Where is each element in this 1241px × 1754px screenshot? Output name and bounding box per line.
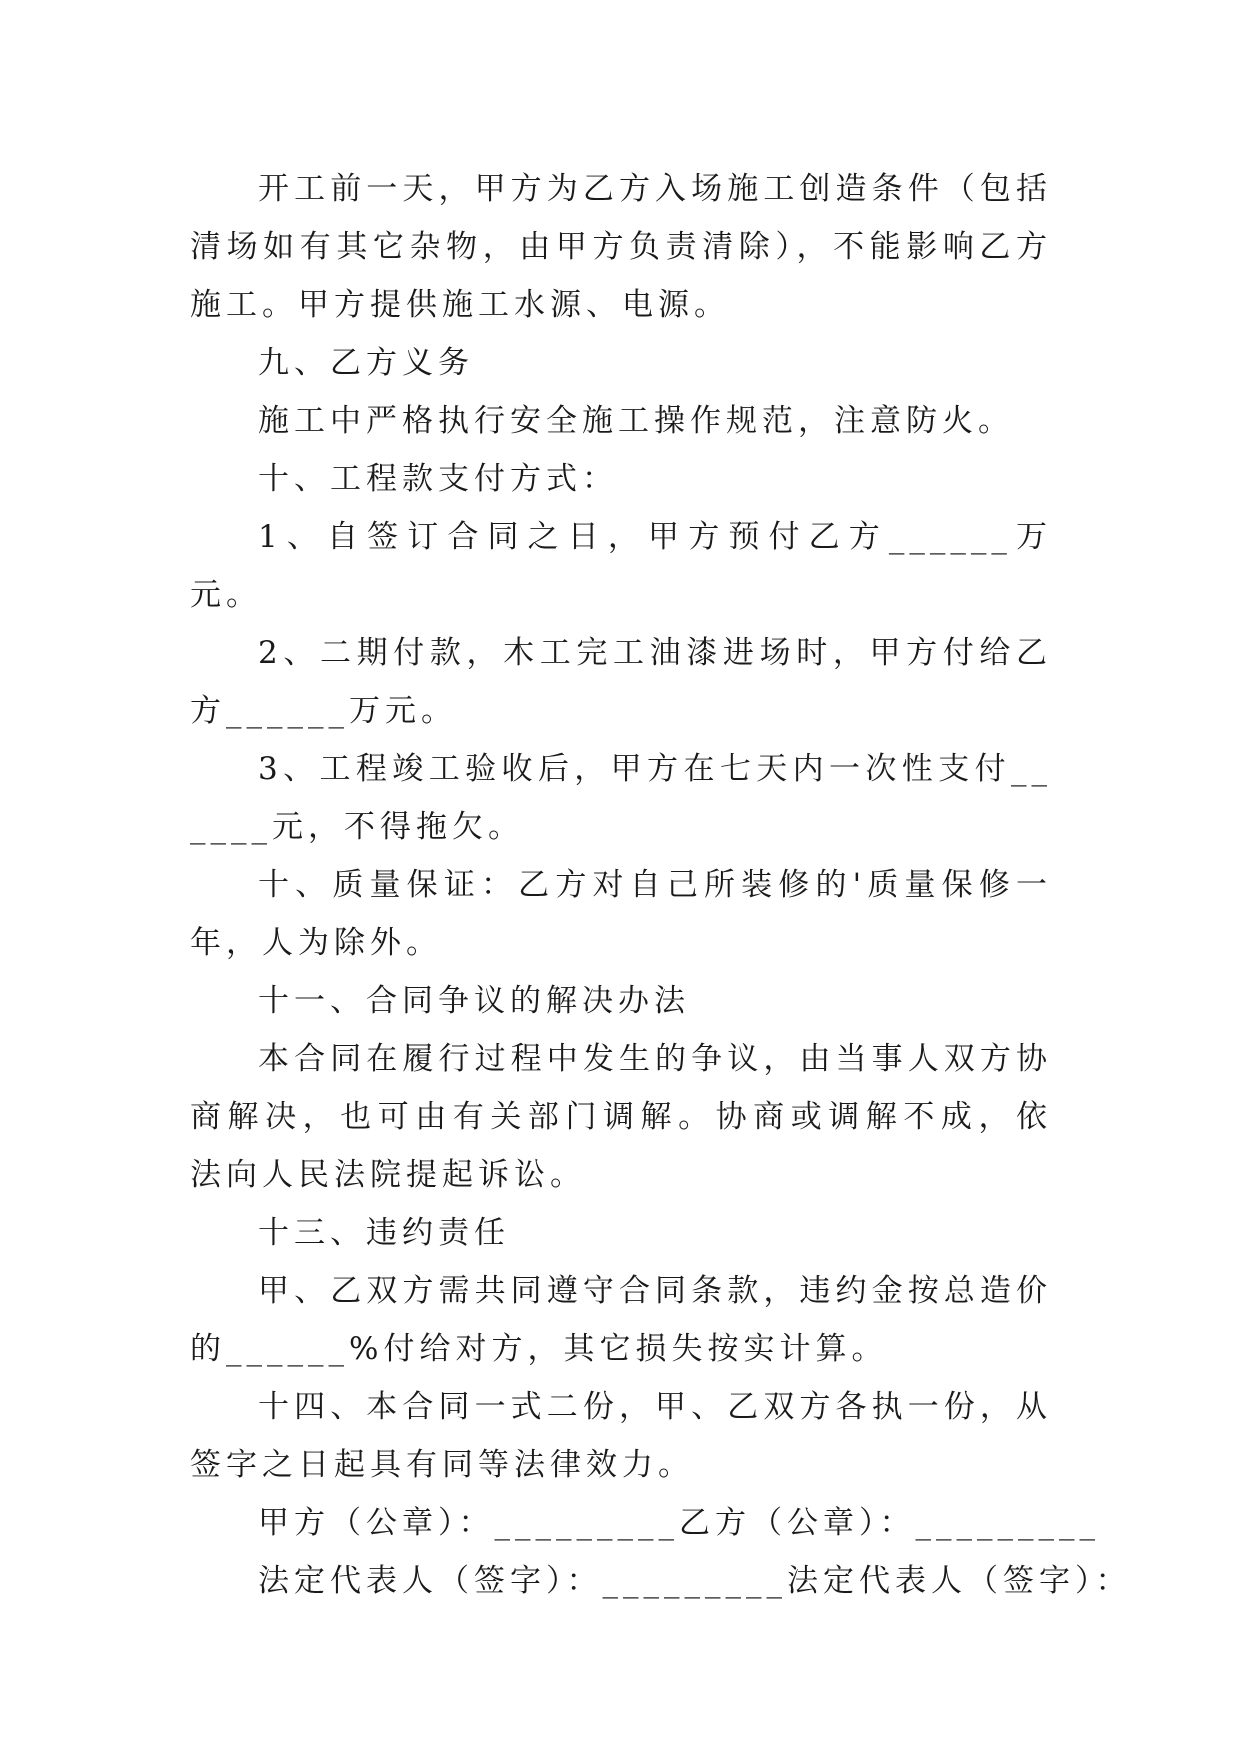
paragraph-copies: 十四、本合同一式二份，甲、乙双方各执一份，从签字之日起具有同等法律效力。 <box>190 1389 1052 1483</box>
heading-party-b-obligations: 九、乙方义务 <box>258 345 474 381</box>
paragraph-payment-2: 2、二期付款，木工完工油漆进场时，甲方付给乙方______万元。 <box>190 635 1052 729</box>
heading-payment-method: 十、工程款支付方式： <box>258 461 618 497</box>
paragraph-liability: 甲、乙双方需共同遵守合同条款，违约金按总造价的______%付给对方，其它损失按实计算。 <box>190 1273 1052 1367</box>
paragraph-preparation: 开工前一天，甲方为乙方入场施工创造条件（包括清场如有其它杂物，由甲方负责清除），不能影响乙方施工。甲方提供施工水源、电源。 <box>190 171 1052 323</box>
paragraph-safety: 施工中严格执行安全施工操作规范，注意防火。 <box>258 403 1014 439</box>
signature-line-seal: 甲方（公章）：_________乙方（公章）：_________ <box>258 1505 1100 1541</box>
heading-dispute-resolution: 十一、合同争议的解决办法 <box>258 983 690 1019</box>
paragraph-quality-guarantee: 十、质量保证：乙方对自己所装修的'质量保修一年，人为除外。 <box>190 867 1052 961</box>
signature-line-representative: 法定代表人（签字）：_________法定代表人（签字）： <box>258 1563 1132 1599</box>
paragraph-dispute: 本合同在履行过程中发生的争议，由当事人双方协商解决，也可由有关部门调解。协商或调解不成，依法向人民法院提起诉讼。 <box>190 1041 1052 1193</box>
heading-liability: 十三、违约责任 <box>258 1215 510 1251</box>
paragraph-payment-3: 3、工程竣工验收后，甲方在七天内一次性支付______元，不得拖欠。 <box>190 751 1052 845</box>
paragraph-payment-1: 1、自签订合同之日，甲方预付乙方______万元。 <box>190 519 1052 613</box>
contract-body <box>190 160 1132 1610</box>
